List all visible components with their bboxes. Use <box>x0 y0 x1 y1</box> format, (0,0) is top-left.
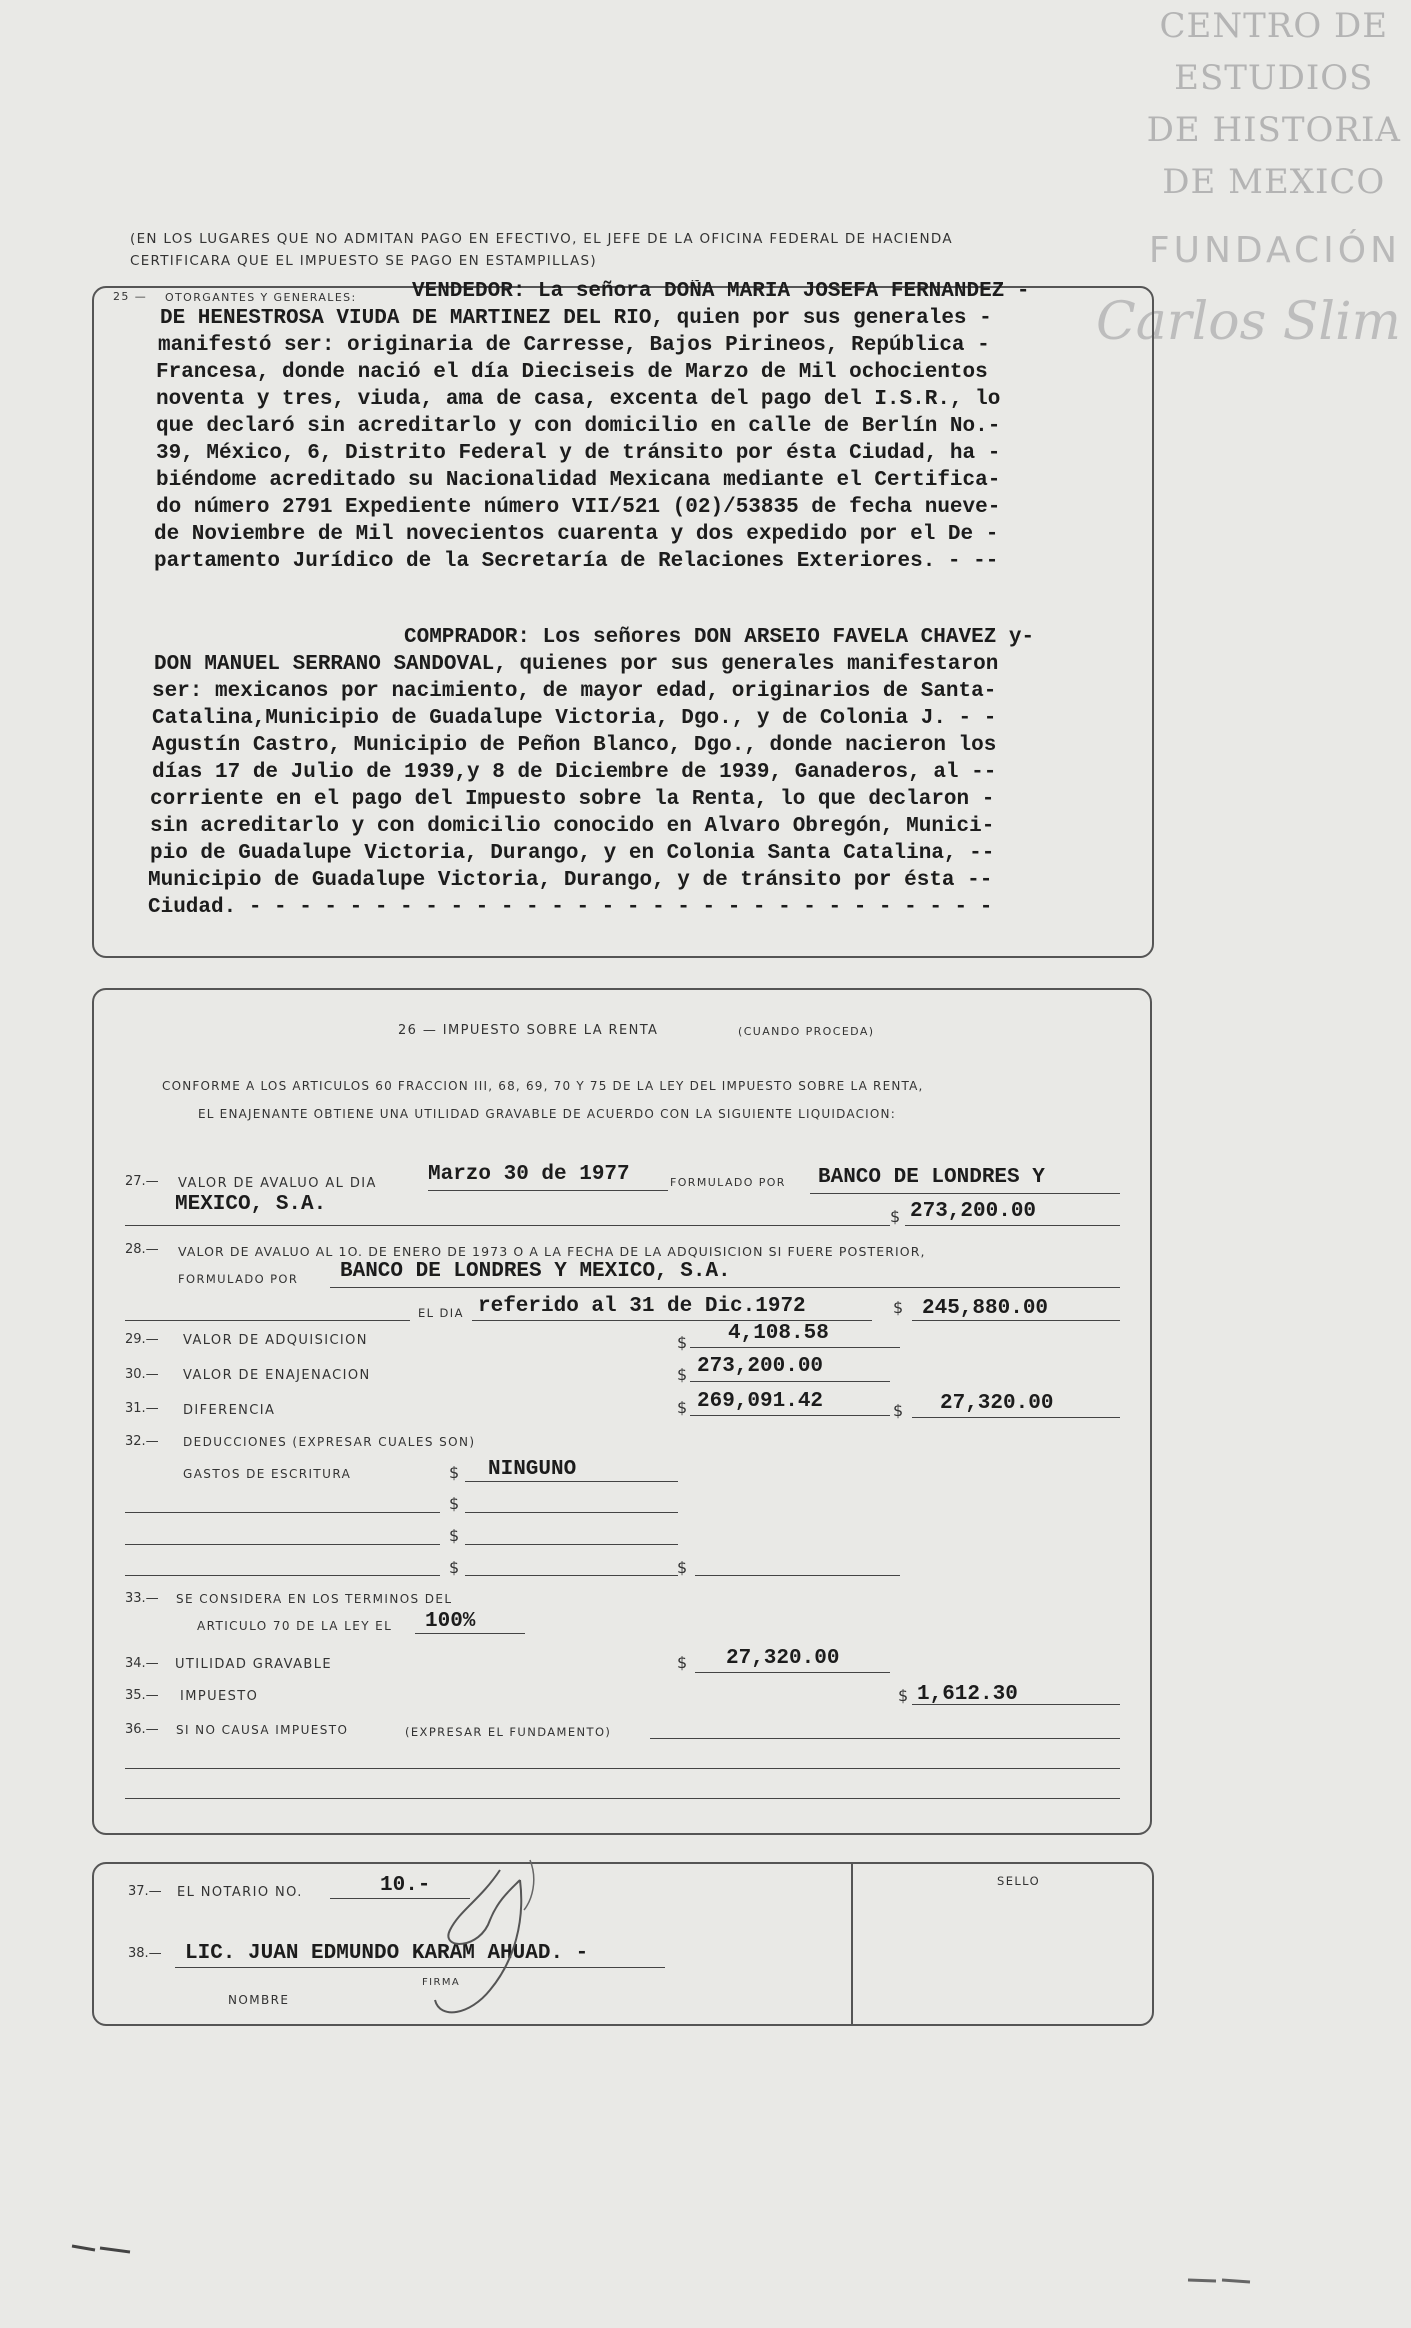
row-27-amount: 273,200.00 <box>910 1200 1037 1223</box>
row-33-label1: SE CONSIDERA EN LOS TERMINOS DEL <box>176 1592 453 1606</box>
watermark-signature: Carlos Slim <box>1096 292 1401 352</box>
underline <box>125 1544 440 1545</box>
row-34-amount: 27,320.00 <box>726 1647 840 1670</box>
row-33-number: 33.— <box>125 1591 159 1606</box>
underline <box>690 1415 890 1416</box>
text-line: noventa y tres, viuda, ama de casa, excenta del pago del I.S.R., lo <box>156 388 1001 411</box>
scan-mark <box>70 2236 140 2256</box>
currency-sign: $ <box>449 1526 460 1545</box>
row-32-label: DEDUCCIONES (EXPRESAR CUALES SON) <box>183 1435 476 1449</box>
watermark-line: ESTUDIOS <box>1174 58 1374 98</box>
row-38-name: LIC. JUAN EDMUNDO KARAM AHUAD. - <box>185 1942 589 1965</box>
text-line: ser: mexicanos por nacimiento, de mayor edad, originarios de Santa- <box>152 680 997 703</box>
row-34-label: UTILIDAD GRAVABLE <box>175 1657 332 1672</box>
intro-line: CONFORME A LOS ARTICULOS 60 FRACCION III, 68, 69, 70 Y 75 DE LA LEY DEL IMPUESTO SOBRE LA RENTA, <box>162 1079 924 1093</box>
row-36-label: SI NO CAUSA IMPUESTO <box>176 1723 349 1737</box>
currency-sign: $ <box>677 1365 688 1384</box>
text-line: Catalina,Municipio de Guadalupe Victoria, Dgo., y de Colonia J. - - <box>152 707 997 730</box>
underline <box>912 1417 1120 1418</box>
row-29-amount: 4,108.58 <box>728 1322 829 1345</box>
section-26-note: (CUANDO PROCEDA) <box>738 1025 875 1038</box>
text-line: corriente en el pago del Impuesto sobre la Renta, lo que declaron - <box>150 788 995 811</box>
underline <box>472 1320 872 1321</box>
intro-line: EL ENAJENANTE OBTIENE UNA UTILIDAD GRAVABLE DE ACUERDO CON LA SIGUIENTE LIQUIDACION: <box>198 1107 896 1121</box>
sello-label: SELLO <box>997 1874 1041 1888</box>
text-line: COMPRADOR: Los señores DON ARSEIO FAVELA CHAVEZ y- <box>404 626 1035 649</box>
text-line: do número 2791 Expediente número VII/521 (02)/53835 de fecha nueve- <box>156 496 1001 519</box>
row-37-label: EL NOTARIO NO. <box>177 1885 303 1900</box>
watermark-line: DE HISTORIA <box>1146 110 1401 150</box>
row-35-label: IMPUESTO <box>180 1689 259 1704</box>
currency-sign: $ <box>449 1494 460 1513</box>
section-25-label: OTORGANTES Y GENERALES: <box>165 291 357 304</box>
currency-sign: $ <box>890 1207 901 1226</box>
section-25-number: 25 — <box>113 290 148 303</box>
currency-sign: $ <box>677 1398 688 1417</box>
currency-sign: $ <box>677 1558 688 1577</box>
underline <box>810 1193 1120 1194</box>
underline <box>125 1768 1120 1769</box>
row-33-label2: ARTICULO 70 DE LA LEY EL <box>197 1619 393 1633</box>
currency-sign: $ <box>449 1463 460 1482</box>
text-line: sin acreditarlo y con domicilio conocido en Alvaro Obregón, Munici- <box>150 815 995 838</box>
watermark-line: CENTRO DE <box>1159 6 1389 46</box>
text-line: días 17 de Julio de 1939,y 8 de Diciembre de 1939, Ganaderos, al -- <box>152 761 997 784</box>
underline <box>465 1512 678 1513</box>
text-line: Municipio de Guadalupe Victoria, Durango, y de tránsito por ésta -- <box>148 869 993 892</box>
underline <box>465 1544 678 1545</box>
row-29-number: 29.— <box>125 1332 159 1347</box>
row-27-date: Marzo 30 de 1977 <box>428 1163 630 1186</box>
underline <box>465 1575 678 1576</box>
row-27-label: VALOR DE AVALUO AL DIA <box>178 1176 377 1191</box>
row-27-by: BANCO DE LONDRES Y <box>818 1166 1045 1189</box>
underline <box>905 1225 1120 1226</box>
underline <box>428 1190 668 1191</box>
row-28-formulado: FORMULADO POR <box>178 1272 299 1286</box>
watermark-line: DE MEXICO <box>1162 162 1386 202</box>
row-28-label: VALOR DE AVALUO AL 1O. DE ENERO DE 1973 O A LA FECHA DE LA ADQUISICION SI FUERE POSTERIOR, <box>178 1244 926 1259</box>
text-line: VENDEDOR: La señora DOÑA MARIA JOSEFA FERNANDEZ - <box>412 280 1030 303</box>
underline <box>650 1738 1120 1739</box>
underline <box>912 1704 1120 1705</box>
underline <box>695 1575 900 1576</box>
archive-watermark <box>1147 0 1401 208</box>
row-32-item: GASTOS DE ESCRITURA <box>183 1467 352 1481</box>
row-32-item-value: NINGUNO <box>488 1458 577 1481</box>
underline <box>125 1320 410 1321</box>
header-note-line: CERTIFICARA QUE EL IMPUESTO SE PAGO EN ESTAMPILLAS) <box>130 253 597 269</box>
underline <box>125 1798 1120 1799</box>
row-37-number: 37.— <box>128 1884 162 1899</box>
row-30-number: 30.— <box>125 1367 159 1382</box>
underline <box>690 1347 900 1348</box>
section-26-title: 26 — IMPUESTO SOBRE LA RENTA <box>398 1023 659 1038</box>
row-36-number: 36.— <box>125 1722 159 1737</box>
row-28-date: referido al 31 de Dic.1972 <box>478 1295 806 1318</box>
underline <box>125 1225 890 1226</box>
row-29-label: VALOR DE ADQUISICION <box>183 1333 368 1348</box>
underline <box>912 1320 1120 1321</box>
text-line: pio de Guadalupe Victoria, Durango, y en Colonia Santa Catalina, -- <box>150 842 995 865</box>
text-line: 39, México, 6, Distrito Federal y de tránsito por ésta Ciudad, ha - <box>156 442 1001 465</box>
row-28-by: BANCO DE LONDRES Y MEXICO, S.A. <box>340 1260 731 1283</box>
currency-sign: $ <box>449 1558 460 1577</box>
row-32-number: 32.— <box>125 1434 159 1449</box>
text-line: de Noviembre de Mil novecientos cuarenta y dos expedido por el De - <box>154 523 999 546</box>
currency-sign: $ <box>898 1686 909 1705</box>
firma-label: FIRMA <box>422 1977 461 1988</box>
currency-sign: $ <box>893 1298 904 1317</box>
row-37-value: 10.- <box>380 1874 431 1897</box>
text-line: biéndome acreditado su Nacionalidad Mexicana mediante el Certifica- <box>156 469 1001 492</box>
row-35-number: 35.— <box>125 1688 159 1703</box>
row-36-note: (EXPRESAR EL FUNDAMENTO) <box>405 1725 612 1739</box>
underline <box>690 1381 890 1382</box>
text-line: DE HENESTROSA VIUDA DE MARTINEZ DEL RIO, quien por sus generales - <box>160 307 992 330</box>
currency-sign: $ <box>893 1401 904 1420</box>
row-30-label: VALOR DE ENAJENACION <box>183 1368 371 1383</box>
row-31-label: DIFERENCIA <box>183 1403 276 1418</box>
header-note-line: (EN LOS LUGARES QUE NO ADMITAN PAGO EN EFECTIVO, EL JEFE DE LA OFICINA FEDERAL DE HACIENDA <box>130 231 953 247</box>
underline <box>465 1481 678 1482</box>
text-line: manifestó ser: originaria de Carresse, Bajos Pirineos, República - <box>158 334 990 357</box>
row-34-number: 34.— <box>125 1656 159 1671</box>
row-30-amount: 273,200.00 <box>697 1355 824 1378</box>
row-31-number: 31.— <box>125 1401 159 1416</box>
text-line: Francesa, donde nació el día Dieciseis de Marzo de Mil ochocientos <box>156 361 988 384</box>
underline <box>695 1672 890 1673</box>
row-35-amount: 1,612.30 <box>917 1683 1018 1706</box>
currency-sign: $ <box>677 1653 688 1672</box>
row-38-number: 38.— <box>128 1946 162 1961</box>
underline <box>125 1512 440 1513</box>
notary-signature <box>420 1840 600 2030</box>
watermark-fundacion: FUNDACIÓN <box>1148 230 1401 271</box>
currency-sign: $ <box>677 1333 688 1352</box>
row-27-number: 27.— <box>125 1174 159 1189</box>
row-27-formulado: FORMULADO POR <box>670 1176 786 1189</box>
text-line: partamento Jurídico de la Secretaría de Relaciones Exteriores. - -- <box>154 550 999 573</box>
text-line: Ciudad. - - - - - - - - - - - - - - - - - - - - - - - - - - - - - - <box>148 896 993 919</box>
underline <box>125 1575 440 1576</box>
text-line: que declaró sin acreditarlo y con domicilio en calle de Berlín No.- <box>156 415 1001 438</box>
underline <box>415 1633 525 1634</box>
row-28-el-dia: EL DIA <box>418 1306 464 1320</box>
underline <box>330 1287 1120 1288</box>
row-33-value: 100% <box>425 1610 476 1633</box>
text-line: DON MANUEL SERRANO SANDOVAL, quienes por sus generales manifestaron <box>154 653 999 676</box>
notary-divider <box>851 1864 853 2024</box>
row-27-by2: MEXICO, S.A. <box>175 1193 327 1216</box>
row-28-number: 28.— <box>125 1242 159 1257</box>
header-note <box>130 228 953 272</box>
row-31-amount: 269,091.42 <box>697 1390 824 1413</box>
text-line: Agustín Castro, Municipio de Peñon Blanco, Dgo., donde nacieron los <box>152 734 997 757</box>
row-28-amount: 245,880.00 <box>922 1297 1049 1320</box>
nombre-label: NOMBRE <box>228 1993 290 2007</box>
scan-mark <box>1186 2270 1256 2290</box>
row-31-amount2: 27,320.00 <box>940 1392 1054 1415</box>
